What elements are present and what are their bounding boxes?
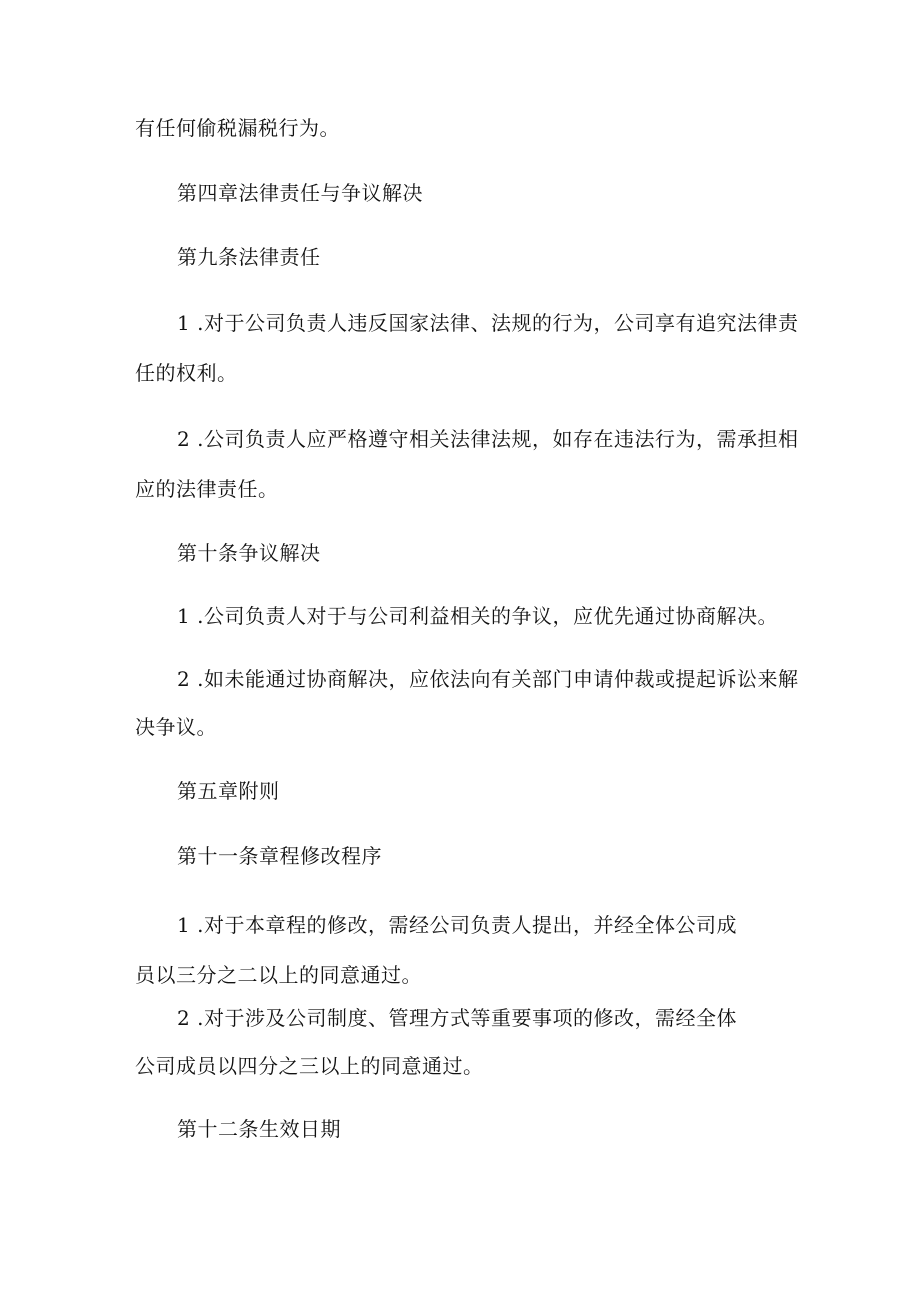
- paragraph-line: 有任何偷税漏税行为。: [135, 116, 340, 140]
- article-heading: 第十条争议解决: [177, 541, 321, 565]
- chapter-heading: 第四章法律责任与争议解决: [177, 181, 423, 205]
- paragraph-line: 公司成员以四分之三以上的同意通过。: [135, 1054, 484, 1078]
- paragraph-line: 决争议。: [135, 715, 217, 739]
- paragraph-line: 应的法律责任。: [135, 477, 279, 501]
- paragraph-line: 员以三分之二以上的同意通过。: [135, 963, 422, 987]
- article-heading: 第九条法律责任: [177, 245, 321, 269]
- paragraph-line: 2 .对于涉及公司制度、管理方式等重要事项的修改，需经全体: [177, 1006, 737, 1030]
- paragraph-line: 1 .对于公司负责人违反国家法律、法规的行为，公司享有追究法律责: [177, 311, 799, 335]
- chapter-heading: 第五章附则: [177, 779, 280, 803]
- article-heading: 第十二条生效日期: [177, 1117, 341, 1141]
- paragraph-line: 2 .公司负责人应严格遵守相关法律法规，如存在违法行为，需承担相: [177, 427, 799, 451]
- paragraph-line: 任的权利。: [135, 361, 238, 385]
- paragraph-line: 1 .公司负责人对于与公司利益相关的争议，应优先通过协商解决。: [177, 604, 778, 628]
- paragraph-line: 2 .如未能通过协商解决，应依法向有关部门申请仲裁或提起诉讼来解: [177, 667, 799, 691]
- paragraph-line: 1 .对于本章程的修改，需经公司负责人提出，并经全体公司成: [177, 913, 737, 937]
- article-heading: 第十一条章程修改程序: [177, 844, 382, 868]
